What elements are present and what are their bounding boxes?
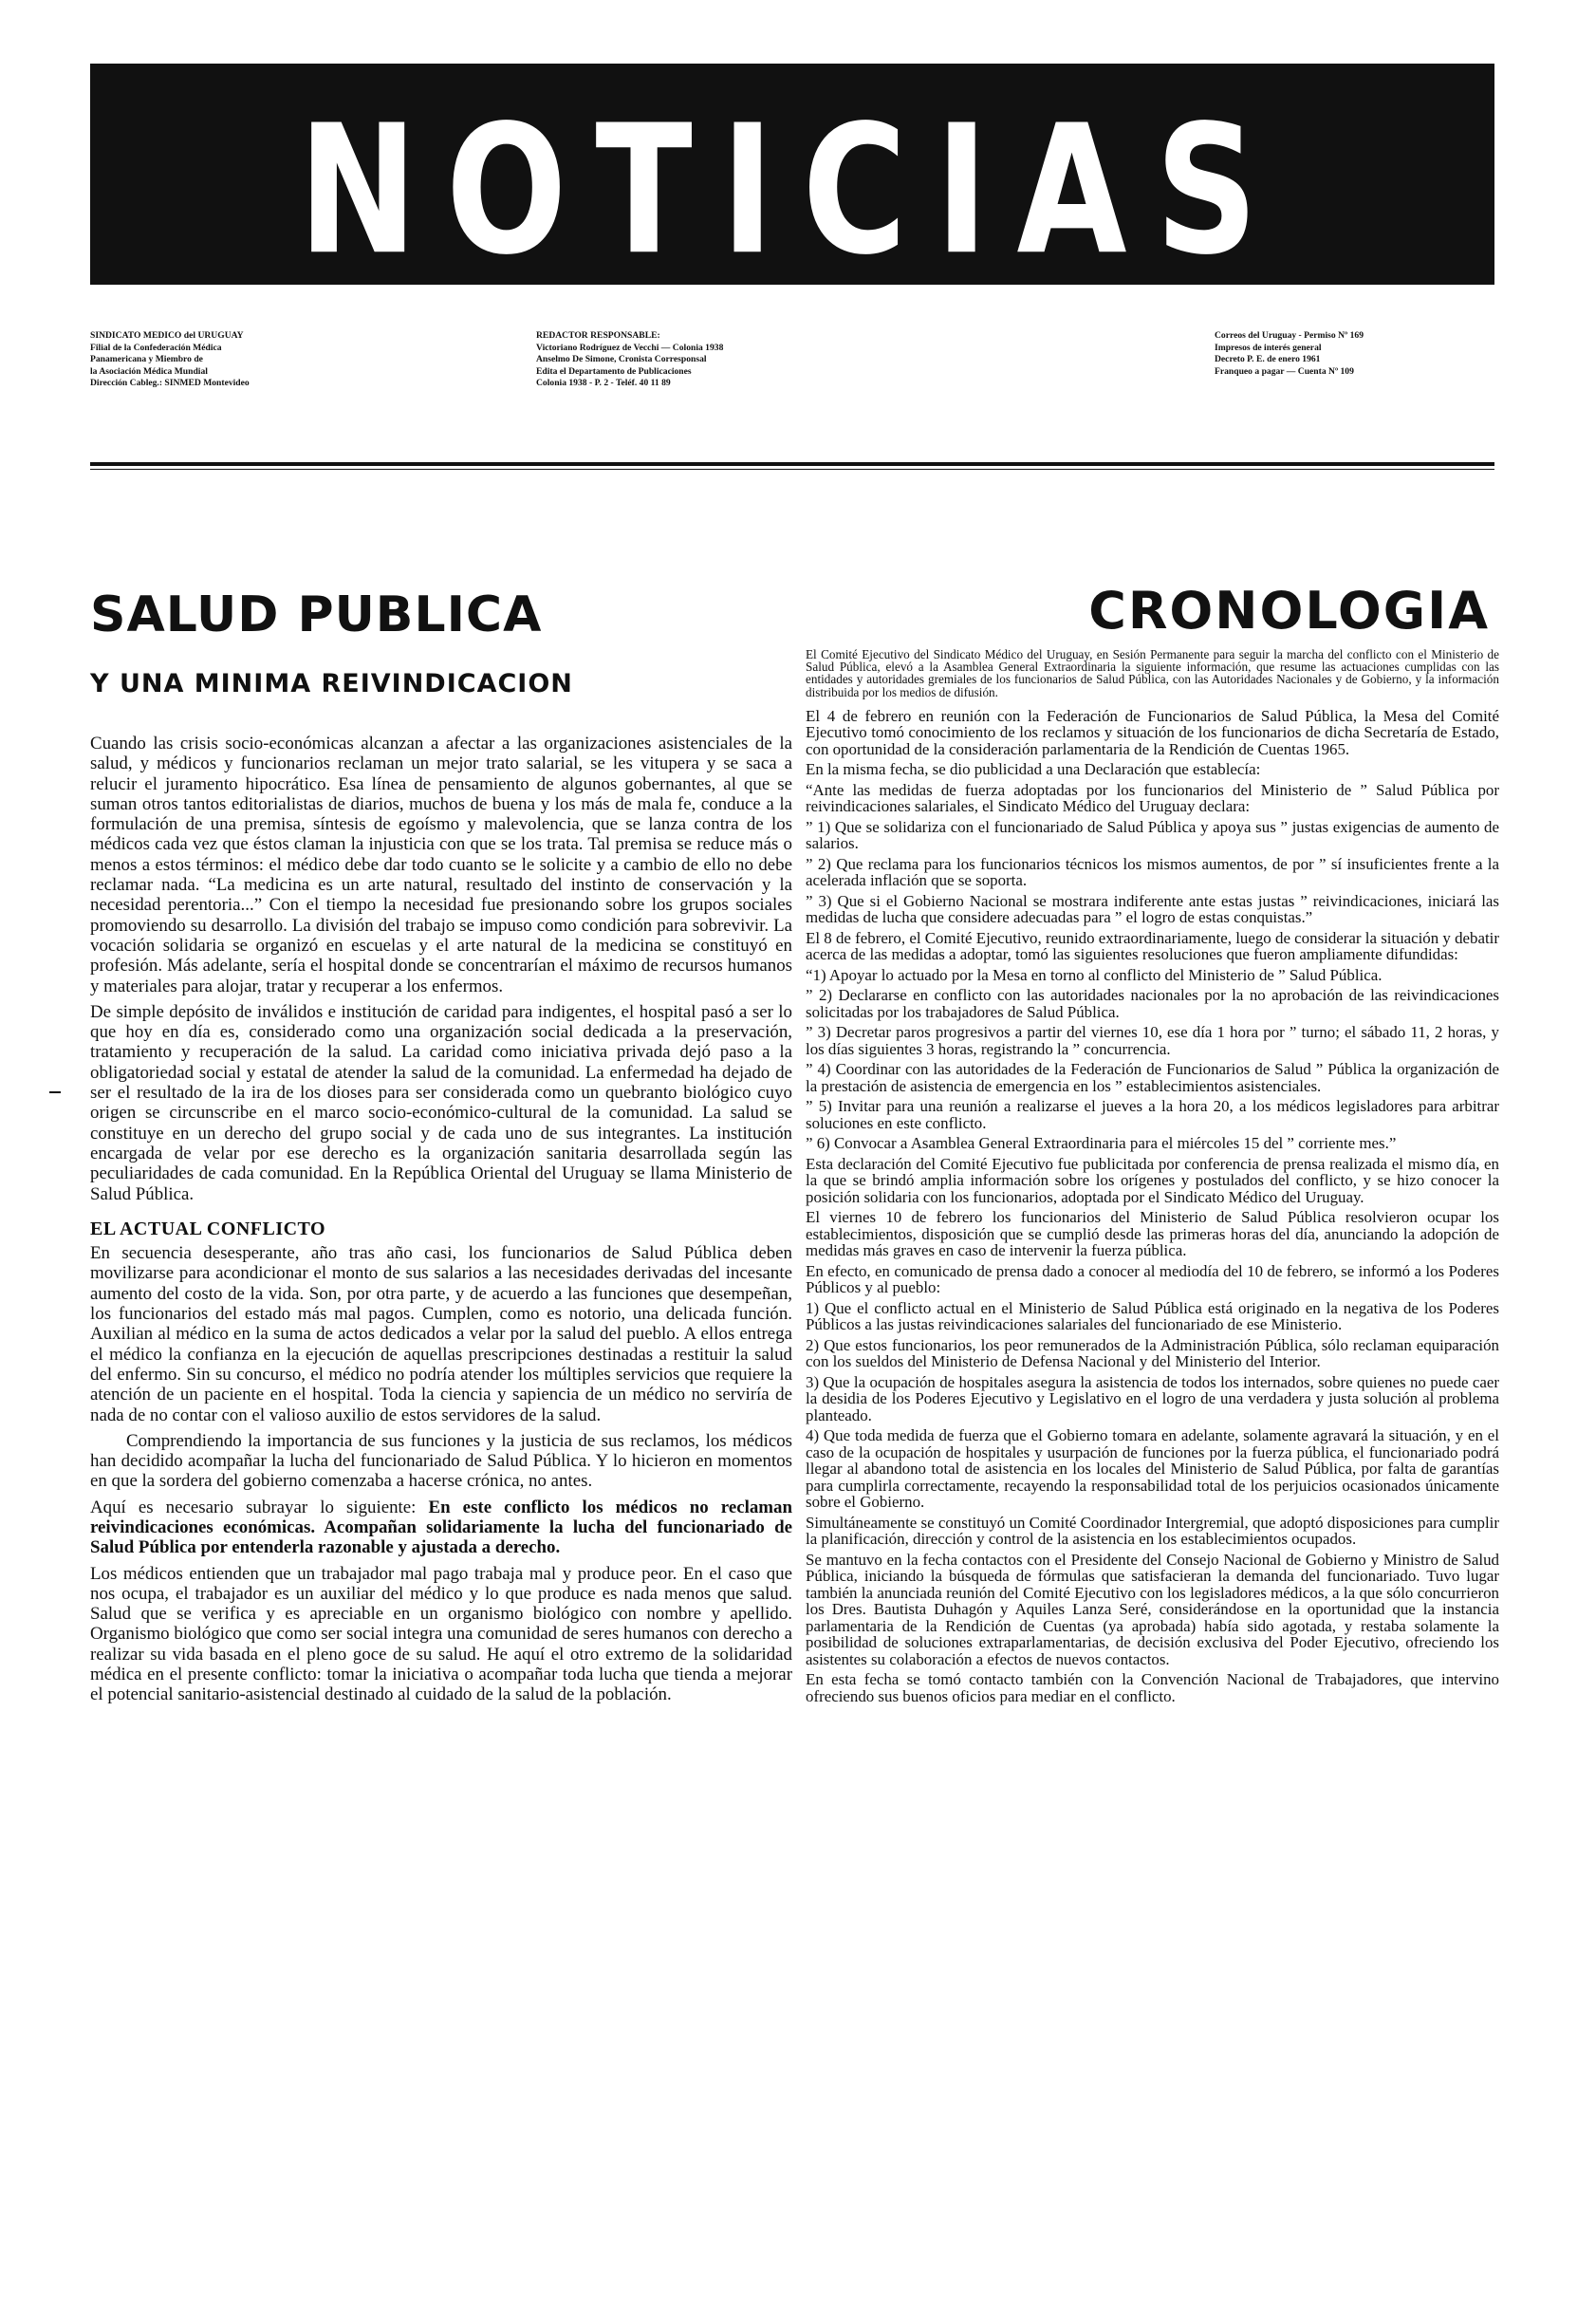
chronology-body [806,648,1499,1708]
article-body [90,734,792,1711]
margin-dash [49,1091,61,1093]
chronology-entry: En esta fecha se tomó contacto también con la Convención Nacional de Trabajadores, que intervino ofreciendo sus buenos oficios para mediar en el conflicto. [806,1670,1499,1705]
postal-line: Decreto P. E. de enero 1961 [1215,354,1321,365]
chronology-entry: El viernes 10 de febrero los funcionarios del Ministerio de Salud Pública resolvieron ocupar los establecimientos, disposición que se cumplió desde las primeras horas del día, anunciando la adopción de medidas más graves en caso de intervenir la fuerza pública. [806,1208,1499,1260]
chronology-entry: ” 1) Que se solidariza con el funcionariado de Salud Pública y apoya sus ” justas exigencias de aumento de salarios. [806,817,1499,853]
editor-line: Colonia 1938 - P. 2 - Teléf. 40 11 89 [536,378,671,389]
article-paragraph: De simple depósito de inválidos e institución de caridad para indigentes, el hospital pasó a ser lo que hoy en día es, considerado como una organización social dedicada a la preservación, tratamiento y recuperación de la salud. La caridad como iniciativa privada dejó paso a la obligatoriedad social y estatal de atender la salud de la comunidad. La enfermedad ha dejado de ser el resultado de la ira de los dioses para ser considerada como un quebranto biológico cuyo origen se circunscribe en el marco socio-económico-cultural de la comunidad. La salud se constituye en un derecho del grupo social y de cada uno de sus integrantes. La institución encargada de velar por ese derecho es la organización sanitaria desarrollada según las peculiaridades de cada comunidad. En la República Oriental del Uruguay se llama Ministerio de Salud Pública. [90,1001,792,1204]
header-rule-thin [90,469,1494,470]
article-paragraph: En secuencia desesperante, año tras año casi, los funcionarios de Salud Pública deben movilizarse para acondicionar el monto de sus salarios a las necesidades derivadas del incesante aumento del costo de la vida. Son, por otra parte, y de acuerdo a las funciones que desempeñan, los funcionarios del estado más mal pagos. Cumplen, como es notorio, una delicada función. Auxilian al médico en la suma de actos dedicados a velar por la salud del pueblo. A ellos entrega el médico la confianza en la ejecución de aquellas prescripciones destinadas a restituir la salud del enfermo. Sin su concurso, el médico no podría atender los múltiples servicios que requiere la atención de un paciente en el hospital. Toda la ciencia y sapiencia de un médico no serviría de nada de no contar con el valioso auxilio de estos servidores de la salud. [90,1243,792,1425]
article-subtitle: Y UNA MINIMA REIVINDICACION [90,669,573,698]
chronology-entry: 3) Que la ocupación de hospitales asegura la asistencia de todos los internados, sobre quienes no puede caer la desidia de los Poderes Ejecutivo y Legislativo en el logro de una verdadera y justa solución al problema planteado. [806,1372,1499,1424]
publisher-info [90,330,250,390]
chronology-entry: Se mantuvo en la fecha contactos con el Presidente del Consejo Nacional de Gobierno y Ministro de Salud Pública, iniciando la búsqueda de fórmulas que satisfacieran la demanda del funcionariado. Tuvo lugar también la anunciada reunión del Comité Ejecutivo con los legisladores médicos, a la que sólo concurrieron los Dres. Bautista Duhagón y Aquiles Lanza Seré, considerándose en la oportunidad que la instancia parlamentaria de la Rendición de Cuentas (ya aprobada) había sido agotada, y restaba solamente la posibilidad de soluciones extraparlamentarias, de decisión exclusiva del Poder Ejecutivo, ofreciendo los asistentes su colaboración a efectos de nuevos contactos. [806,1550,1499,1668]
emphasis-lead: Aquí es necesario subrayar lo siguiente: [90,1497,429,1517]
postal-line: Correos del Uruguay - Permiso Nº 169 [1215,330,1364,341]
chronology-entry: El 4 de febrero en reunión con la Federación de Funcionarios de Salud Pública, la Mesa del Comité Ejecutivo tomó conocimiento de los reclamos y situación de los funcionarios de dicha Secretaría de Estado, con oportunidad de la consideración parlamentaria de la Rendición de Cuentas 1965. [806,706,1499,758]
masthead [90,64,1494,285]
emphasis-bold: En este conflicto los médicos no reclaman reivindicaciones económicas. Acompañan solidariamente la lucha del funcionariado de Salud Pública por entenderla razonable y ajustada a derecho. [90,1497,792,1558]
masthead-title: NOTICIAS [298,87,1287,285]
postal-line: Impresos de interés general [1215,342,1322,353]
editor-line: Edita el Departamento de Publicaciones [536,365,692,377]
chronology-entry: ” 2) Que reclama para los funcionarios técnicos los mismos aumentos, de por ” sí insuficientes frente a la acelerada inflación que se soporta. [806,854,1499,890]
article-paragraph: Comprendiendo la importancia de sus funciones y la justicia de sus reclamos, los médicos han decidido acompañar la lucha del funcionariado de Salud Pública. Y lo hicieron en momentos en que la sordera del gobierno comenzaba a hacerse crónica, no antes. [90,1430,792,1492]
chronology-title: CRONOLOGIA [1088,581,1490,641]
chronology-entry: ” 3) Decretar paros progresivos a partir del viernes 10, ese día 1 hora por ” turno; el sábado 11, 2 horas, y los días siguientes 3 horas, registrando la ” concurrencia. [806,1023,1499,1058]
chronology-entry: ” 4) Coordinar con las autoridades de la Federación de Funcionarios de Salud ” Pública la organización de la prestación de asistencia de emergencia en los ” establecimientos asistenciales. [806,1060,1499,1095]
article-paragraph [90,1498,792,1558]
article-paragraph: Cuando las crisis socio-económicas alcanzan a afectar a las organizaciones asistenciales de la salud, y médicos y funcionarios reclaman un mejor trato salarial, se les vitupera y se saca a relucir el juramento hipocrático. Esa línea de pensamiento de algunos gobernantes, al que se suman otros tantos editorialistas de diarios, muchos de buena y los más de mala fe, conduce a la formulación de una premisa, síntesis de egoísmo y malevolencia, que se lanza contra de los médicos cada vez que éstos claman la injusticia con que se los trata. Tal premisa se reduce más o menos a estos términos: el médico debe dar todo cuanto se le solicite y a cambio de ello no debe reclamar nada. “La medicina es un arte natural, resultado del instinto de conservación y la necesidad perentoria...” Con el tiempo la necesidad fue presionando sobre los grupos sociales promoviendo su desarrollo. La división del trabajo se impuso como condición para sobrevivir. La vocación solidaria se organizó en escuelas y el arte natural de la medicina se constituyó en profesión. Más adelante, sería el hospital donde se concentrarían el máximo de recursos humanos y materiales para alojar, tratar y recuperar a los enfermos. [90,734,792,996]
editor-line: Anselmo De Simone, Cronista Corresponsal [536,354,707,365]
chronology-entry: 4) Que toda medida de fuerza que el Gobierno tomara en adelante, solamente agravará la situación, y en el caso de la ocupación de hospitales y usurpación de funciones por la fuerza pública, el funcionariado podrá llegar al abandono total de asistencia en los locales del Ministerio de Salud Pública, por falta de garantías para cumplirla correctamente, recayendo la responsabilidad total de los perjuicios ocasionados únicamente sobre el Gobierno. [806,1426,1499,1512]
chronology-entry: “Ante las medidas de fuerza adoptadas por los funcionarios del Ministerio de ” Salud Pública por reivindicaciones salariales, el Sindicato Médico del Uruguay declara: [806,780,1499,816]
chronology-entry: “1) Apoyar lo actuado por la Mesa en torno al conflicto del Ministerio de ” Salud Pública. [806,965,1383,984]
article-title: SALUD PUBLICA [90,586,543,643]
postal-info [1215,330,1364,378]
publisher-line: Filial de la Confederación Médica [90,342,222,353]
chronology-entry: 2) Que estos funcionarios, los peor remunerados de la Administración Pública, sólo reclaman equiparación con los sueldos del Ministerio de Defensa Nacional y del Ministerio del Interior. [806,1335,1499,1371]
editor-line: REDACTOR RESPONSABLE: [536,330,660,341]
chronology-entry: El 8 de febrero, el Comité Ejecutivo, reunido extraordinariamente, luego de considerar la situación y debatir acerca de las medidas a adoptar, tomó las siguientes resoluciones que fueron ampliamente difundidas: [806,928,1499,964]
publisher-line: Dirección Cableg.: SINMED Montevideo [90,378,250,389]
chronology-entry: Esta declaración del Comité Ejecutivo fue publicitada por conferencia de prensa realizada el mismo día, en la que se brindó amplia información sobre los orígenes y postulados del conflicto, y se hizo conocer la posición solidaria con los funcionarios, adoptada por el Sindicato Médico del Uruguay. [806,1154,1499,1206]
editor-line: Victoriano Rodríguez de Vecchi — Colonia 1938 [536,342,724,353]
chronology-entry: ” 3) Que si el Gobierno Nacional se mostrara indiferente ante estas justas ” reivindicaciones, iniciará las medidas de lucha que considere adecuadas para ” el logro de estas conquistas.” [806,891,1499,927]
chronology-entry: ” 5) Invitar para una reunión a realizarse el jueves a la hora 20, a los médicos legisladores para arbitrar soluciones en este conflicto. [806,1097,1499,1132]
chronology-entry: 1) Que el conflicto actual en el Ministerio de Salud Pública está originado en la negativa de los Poderes Públicos a las justas reivindicaciones salariales del funcionariado de ese Ministerio. [806,1298,1499,1334]
section-heading: EL ACTUAL CONFLICTO [90,1218,326,1239]
chronology-entry: ” 2) Declararse en conflicto con las autoridades nacionales por la no aprobación de las reivindicaciones solicitadas por los trabajadores de Salud Pública. [806,986,1499,1021]
header-rule-thick [90,462,1494,466]
chronology-entry: Simultáneamente se constituyó un Comité Coordinador Intergremial, que adoptó disposiciones para cumplir la planificación, dirección y control de la asistencia en los establecimientos ocupados. [806,1513,1499,1549]
chronology-intro: El Comité Ejecutivo del Sindicato Médico del Uruguay, en Sesión Permanente para seguir la marcha del conflicto con el Ministerio de Salud Pública, elevó a la Asamblea General Extraordinaria la siguiente información, que resume las actuaciones cumplidas con las entidades y autoridades gremiales de los funcionarios de Salud Pública, con las Autoridades Nacionales y de Gobierno, y la información distribuida por los medios de difusión. [806,647,1499,699]
chronology-entry: En la misma fecha, se dio publicidad a una Declaración que establecía: [806,760,1261,779]
chronology-entry: En efecto, en comunicado de prensa dado a conocer al mediodía del 10 de febrero, se informó a los Poderes Públicos y al pueblo: [806,1261,1499,1297]
chronology-entry: ” 6) Convocar a Asamblea General Extraordinaria para el miércoles 15 del ” corriente mes.” [806,1134,1397,1153]
postal-line: Franqueo a pagar — Cuenta Nº 109 [1215,365,1354,377]
publisher-line: la Asociación Médica Mundial [90,365,208,377]
publisher-line: SINDICATO MEDICO del URUGUAY [90,330,244,341]
publisher-line: Panamericana y Miembro de [90,354,203,365]
article-paragraph: Los médicos entienden que un trabajador mal pago trabaja mal y produce peor. En el caso que nos ocupa, el trabajador es un auxiliar del médico y lo que produce es nada menos que salud. Salud que se verifica y es apreciable en un organismo biológico con nombre y apellido. Organismo biológico que como ser social integra una comunidad de seres humanos con derecho a realizar su vida basada en el pleno goce de su salud. He aquí el otro extremo de la solidaridad médica en el presente conflicto: tomar la iniciativa o acompañar toda lucha que tienda a mejorar el potencial sanitario-asistencial destinado al cuidado de la salud de la población. [90,1563,792,1705]
editor-info [536,330,723,390]
